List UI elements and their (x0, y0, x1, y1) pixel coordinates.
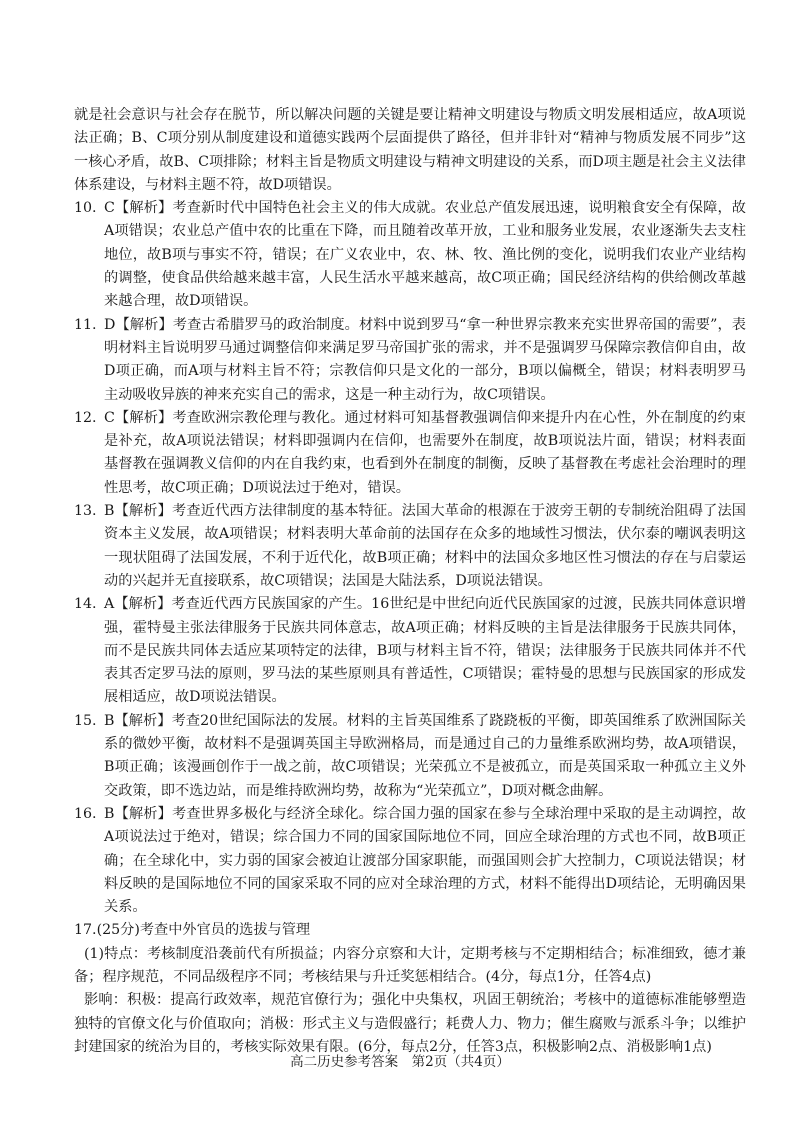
question-17-part2: 影响：积极：提高行政效率，规范官僚行为；强化中央集权，巩固王朝统治；考核中的道德标准能够塑造独特的官僚文化与价值取向；消极：形式主义与造假盛行；耗费人力、物力；催生腐败与派系斗争；以维护封建国家的统治为目的，考核实际效果有限。(6分，每点2分，任答3点，积极影响2点、消极影响1点) (74, 992, 746, 1055)
item-text: B【解析】考查近代西方法律制度的基本特征。法国大革命的根源在于波旁王朝的专制统治阻碍了法国资本主义发展，故A项错误；材料表明大革命前的法国存在众多的地域性习惯法，伏尔泰的嘲讽表明这一现状阻碍了法国发展，不利于近代化，故B项正确；材料中的法国众多地区性习惯法的存在与启蒙运动的兴起并无直接联系，故C项错误；法国是大陆法系，D项说法错误。 (104, 503, 746, 589)
question-17-heading: 17.(25分)考查中外官员的选拔与管理 (74, 922, 311, 939)
item-number: 13. (74, 503, 97, 520)
answer-item-10 (74, 197, 746, 313)
item-number: 11. (74, 316, 97, 333)
question-17-part1: (1)特点：考核制度沿袭前代有所损益；内容分京察和大计，定期考核与不定期相结合；标准细致，德才兼备；程序规范，不同品级程序不同；考核结果与升迁奖惩相结合。(4分，每点1分，任答4点) (74, 945, 746, 985)
item-number: 16. (74, 805, 97, 822)
answer-item-12 (74, 407, 746, 500)
page-footer: 高二历史参考答案 第2页（共4页） (290, 1054, 510, 1070)
item-text: A【解析】考查近代西方民族国家的产生。16世纪是中世纪向近代民族国家的过渡，民族共同体意识增强，霍特曼主张法律服务于民族共同体意志，故A项正确；材料反映的主旨是法律服务于民族共同体，而不是民族共同体去适应某项特定的法律，B项与材料主旨不符，错误；法律服务于民族共同体并不代表其否定罗马法的原则，罗马法的某些原则具有普适性，C项错误；霍特曼的思想与民族国家的形成发展相适应，故D项说法错误。 (104, 596, 746, 706)
item-number: 15. (74, 712, 97, 729)
answer-item-11 (74, 314, 746, 407)
item-text: B【解析】考查20世纪国际法的发展。材料的主旨英国维系了跷跷板的平衡，即英国维系了欧洲国际关系的微妙平衡，故材料不是强调英国主导欧洲格局，而是通过自己的力量维系欧洲均势，故A项错误，B项正确；该漫画创作于一战之前，故C项错误；光荣孤立不是被孤立，而是英国采取一种孤立主义外交政策，即不选边站，而是维持欧洲均势，故称为“光荣孤立”，D项对概念曲解。 (104, 712, 746, 799)
continued-paragraph: 就是社会意识与社会存在脱节，所以解决问题的关键是要让精神文明建设与物质文明发展相适应，故A项说法正确；B、C项分别从制度建设和道德实践两个层面提供了路径，但并非针对“精神与物质发展不同步”这一核心矛盾，故B、C项排除；材料主旨是物质文明建设与精神文明建设的关系，而D项主题是社会主义法律体系建设，与材料主题不符，故D项错误。 (74, 107, 746, 193)
answer-item-15 (74, 710, 746, 803)
answer-item-14 (74, 593, 746, 709)
answer-item-16 (74, 803, 746, 919)
item-number: 14. (74, 596, 97, 613)
answer-content (74, 104, 746, 1059)
item-text: D【解析】考查古希腊罗马的政治制度。材料中说到罗马“拿一种世界宗教来充实世界帝国的需要”，表明材料主旨说明罗马通过调整信仰来满足罗马帝国扩张的需求，并不是强调罗马保障宗教信仰自由，故D项正确，而A项与材料主旨不符；宗教信仰只是文化的一部分，B项以偏概全，错误；材料表明罗马主动吸收异族的神来充实自己的需求，这是一种主动行为，故C项错误。 (104, 316, 746, 403)
answer-item-17 (74, 919, 746, 1059)
item-number: 12. (74, 409, 97, 426)
item-number: 10. (74, 200, 97, 217)
item-text: C【解析】考查欧洲宗教伦理与教化。通过材料可知基督教强调信仰来提升内在心性，外在制度的约束是补充，故A项说法错误；材料即强调内在信仰，也需要外在制度，故B项说法片面，错误；材料表面基督教在强调教义信仰的内在自我约束，也看到外在制度的制衡，反映了基督教在考虑社会治理时的理性思考，故C项正确；D项说法过于绝对，错误。 (104, 409, 746, 496)
item-text: B【解析】考查世界多极化与经济全球化。综合国力强的国家在参与全球治理中采取的是主动调控，故A项说法过于绝对，错误；综合国力不同的国家国际地位不同，回应全球治理的方式也不同，故B项正确；在全球化中，实力弱的国家会被迫让渡部分国家职能，而强国则会扩大控制力，C项说法错误；材料反映的是国际地位不同的国家采取不同的应对全球治理的方式，材料不能得出D项结论，无明确因果关系。 (104, 805, 746, 916)
answer-item-13 (74, 500, 746, 593)
item-text: C【解析】考查新时代中国特色社会主义的伟大成就。农业总产值发展迅速，说明粮食安全有保障，故A项错误；农业总产值中农的比重在下降，而且随着改革开放，工业和服务业发展，农业逐渐失去支柱地位，故B项与事实不符，错误；在广义农业中，农、林、牧、渔比例的变化，说明我们农业产业结构的调整，使食品供给越来越丰富，人民生活水平越来越高，故C项正确；国民经济结构的供给侧改革越来越合理，故D项错误。 (104, 200, 746, 310)
